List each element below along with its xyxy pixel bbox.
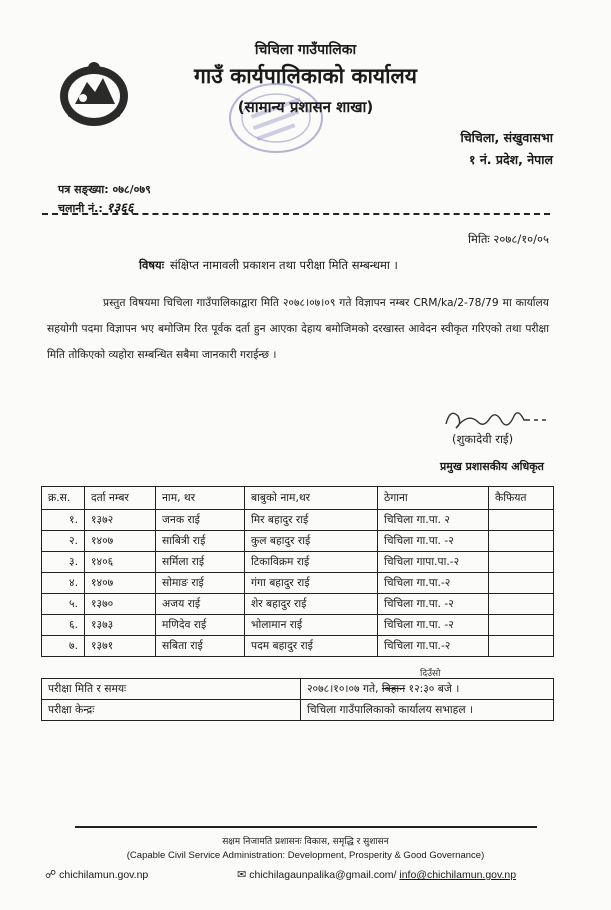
col-name: नाम, थर: [156, 487, 245, 510]
email-link[interactable]: chichilagaunpalika@gmail.com/: [249, 869, 397, 881]
signatory-name: (शुकादेवी राई): [452, 432, 514, 446]
cell-remarks: [489, 552, 554, 573]
cell-father-name: पदम बहादुर राई: [245, 636, 378, 657]
cell-serial: २.: [42, 531, 85, 552]
cell-remarks: [489, 615, 554, 636]
cell-address: चिचिला गापा.पा.-२: [378, 552, 489, 573]
cell-serial: ६.: [42, 615, 85, 636]
cell-reg-no: १३७२: [85, 510, 156, 531]
email-link-2[interactable]: info@chichilamun.gov.np: [399, 869, 517, 881]
cell-serial: ७.: [42, 636, 85, 657]
table-row: [42, 531, 554, 552]
subject-line: [139, 258, 398, 273]
col-serial: क्र.स.: [42, 487, 85, 510]
exam-center-label: परीक्षा केन्द्रः: [42, 700, 301, 721]
cell-address: चिचिला गा.पा. -२: [378, 531, 489, 552]
dispatch-value: १३६६: [106, 201, 134, 216]
cell-serial: ५.: [42, 594, 85, 615]
signatory-designation: प्रमुख प्रशासकीय अधिकृत: [440, 460, 544, 473]
cell-name: सर्मिला राई: [156, 552, 245, 573]
letter-number: पत्र सङ्ख्या: ०७८/०७९: [58, 183, 151, 196]
col-father-name: बाबुको नाम,थर: [245, 487, 378, 510]
cell-father-name: शेर बहादुर राई: [245, 594, 378, 615]
cell-reg-no: १४०६: [85, 552, 156, 573]
cell-name: अजय राई: [156, 594, 245, 615]
exam-time-label: परीक्षा मिति र समयः: [42, 679, 301, 700]
candidate-table: [41, 486, 554, 657]
body-paragraph: प्रस्तुत विषयमा चिचिला गाउँपालिकाद्वारा मिति २०७८।०७।०९ गते विज्ञापन नम्बर CRM/ka/2-78/79 मा कार्यालय सहयोगी पदमा विज्ञापन भए बमोजिम रित पूर्वक दर्ता हुन आएका देहाय बमोजिमको दरखास्त आवेदन स्वीकृत गरिएको तथा परीक्षा मिति तोकिएको व्यहोरा सम्बन्धित सबैमा जानकारी गराईन्छ ।: [47, 296, 549, 361]
cell-father-name: मिर बहादुर राई: [245, 510, 378, 531]
handwritten-signature: [440, 402, 560, 436]
cell-address: चिचिला गा.पा. २: [378, 510, 489, 531]
cell-father-name: भोलामान राई: [245, 615, 378, 636]
globe-icon: ☍: [45, 869, 57, 881]
footer-motto-english: (Capable Civil Service Administration: Development, Prosperity & Good Governance): [126, 850, 485, 861]
letter-body: [47, 290, 549, 368]
cell-father-name: गंगा बहादुर राई: [245, 573, 378, 594]
cell-serial: १.: [42, 510, 85, 531]
cell-serial: ३.: [42, 552, 85, 573]
subject-text: संक्षिप्त नामावली प्रकाशन तथा परीक्षा मिति सम्बन्धमा ।: [170, 258, 398, 272]
branch-name: (सामान्य प्रशासन शाखा): [237, 98, 374, 116]
cell-reg-no: १३७३: [85, 615, 156, 636]
table-row: [42, 594, 554, 615]
cell-name: सबिता राई: [156, 636, 245, 657]
envelope-icon: ✉: [237, 869, 247, 881]
cell-reg-no: १४०७: [85, 573, 156, 594]
address-line-1: चिचिला, संखुवासभा: [460, 130, 553, 145]
cell-father-name: टिकाविक्रम राई: [245, 552, 378, 573]
footer-motto-nepali: सक्षम निजामति प्रशासनः विकास, समृद्धि र सुशासन: [222, 837, 389, 847]
col-address: ठेगाना: [378, 487, 489, 510]
table-row: [42, 573, 554, 594]
exam-info-table: [41, 678, 554, 721]
cell-name: जनक राई: [156, 510, 245, 531]
table-row: [42, 615, 554, 636]
letter-date: मितिः २०७८/१०/०५: [468, 232, 549, 246]
subject-label: विषयः: [139, 258, 165, 272]
exam-time-row: [42, 679, 554, 700]
office-name: चिचिला गाउँपालिका: [254, 42, 357, 58]
office-address: [460, 127, 553, 171]
cell-remarks: [489, 636, 554, 657]
col-remarks: कैफियत: [489, 487, 554, 510]
cell-address: चिचिला गा.पा. -२: [378, 615, 489, 636]
exam-center-row: [42, 700, 554, 721]
cell-reg-no: १४०७: [85, 531, 156, 552]
handwritten-correction: दिउँसो: [420, 669, 441, 679]
cell-address: चिचिला गा.पा.-२: [378, 636, 489, 657]
office-title: गाउँ कार्यपालिकाको कार्यालय: [194, 64, 417, 88]
footer-website[interactable]: [45, 868, 148, 881]
cell-father-name: कुल बहादुर राई: [245, 531, 378, 552]
cell-remarks: [489, 594, 554, 615]
cell-remarks: [489, 531, 554, 552]
cell-reg-no: १३७०: [85, 594, 156, 615]
cell-name: मणिदेव राई: [156, 615, 245, 636]
cell-serial: ४.: [42, 573, 85, 594]
exam-center-value: चिचिला गाउँपालिकाको कार्यालय सभाहल ।: [301, 700, 554, 721]
col-reg-no: दर्ता नम्बर: [85, 487, 156, 510]
struck-text: बिहान: [381, 682, 406, 695]
cell-address: चिचिला गा.पा. -२: [378, 594, 489, 615]
footer-divider: [75, 826, 537, 828]
cell-address: चिचिला गा.पा.-२: [378, 573, 489, 594]
table-row: [42, 636, 554, 657]
table-row: [42, 510, 554, 531]
cell-remarks: [489, 510, 554, 531]
table-header-row: [42, 487, 554, 510]
cell-name: साबित्री राई: [156, 531, 245, 552]
exam-time-value: २०७८।१०।०७ गते, बिहान १२:३० बजे ।: [301, 679, 554, 700]
dispatch-label: चलानी नं.:: [58, 202, 103, 215]
cell-remarks: [489, 573, 554, 594]
table-row: [42, 552, 554, 573]
cell-reg-no: १३७१: [85, 636, 156, 657]
header-divider: [42, 213, 550, 215]
footer-email: [237, 868, 516, 881]
website-link[interactable]: chichilamun.gov.np: [59, 869, 149, 881]
cell-name: सोमाङ राई: [156, 573, 245, 594]
address-line-2: १ नं. प्रदेश, नेपाल: [469, 152, 553, 167]
